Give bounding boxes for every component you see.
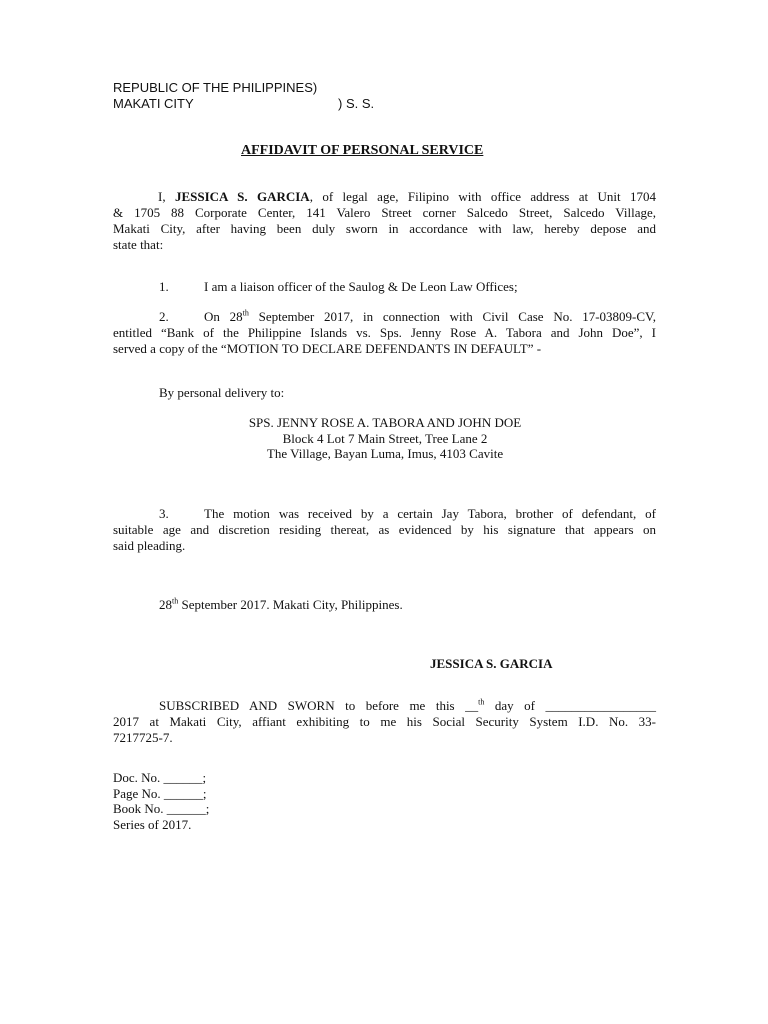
recipient-name: SPS. JENNY ROSE A. TABORA AND JOHN DOE bbox=[248, 415, 522, 430]
jurat-line-2: 2017 at Makati City, affiant exhibiting to me his Social Security System I.D. No. 33- bbox=[113, 714, 656, 729]
delivery-label: By personal delivery to: bbox=[159, 385, 285, 400]
item-3-line-3: said pleading. bbox=[113, 538, 186, 553]
document-title: AFFIDAVIT OF PERSONAL SERVICE bbox=[241, 143, 484, 158]
item-2-paragraph bbox=[113, 309, 656, 357]
execution-date-line: 28th September 2017. Makati City, Philippines. bbox=[159, 596, 403, 612]
item-1-number: 1. bbox=[159, 279, 169, 294]
intro-line-3: Makati City, after having been duly sworn in accordance with law, hereby depose and bbox=[113, 221, 656, 236]
jurat-paragraph bbox=[113, 698, 656, 746]
signatory-name: JESSICA S. GARCIA bbox=[430, 656, 553, 671]
jurat-line-1: SUBSCRIBED AND SWORN to before me this __$^{th}$ day of _________________ bbox=[159, 697, 656, 713]
intro-line-2: & 1705 88 Corporate Center, 141 Valero Street corner Salcedo Street, Salcedo Village, bbox=[113, 205, 656, 220]
item-2-line-3: served a copy of the “MOTION TO DECLARE DEFENDANTS IN DEFAULT” - bbox=[113, 341, 542, 356]
venue-city: MAKATI CITY bbox=[113, 96, 194, 111]
affiant-name: JESSICA S. GARCIA bbox=[174, 189, 310, 204]
notarial-series: Series of 2017. bbox=[113, 817, 192, 832]
item-1-text: I am a liaison officer of the Saulog & De Leon Law Offices; bbox=[204, 279, 518, 294]
intro-lead: I, bbox=[158, 189, 175, 204]
notarial-book-no: Book No. ______; bbox=[113, 801, 210, 816]
notarial-page-no: Page No. ______; bbox=[113, 786, 207, 801]
item-3-line-2: suitable age and discretion residing thereat, as evidenced by his signature that appears on bbox=[113, 522, 656, 537]
intro-line-1-rest: , of legal age, Filipino with office address at Unit 1704 bbox=[309, 189, 656, 204]
intro-line-1 bbox=[113, 189, 656, 205]
recipient-address-1: Block 4 Lot 7 Main Street, Tree Lane 2 bbox=[282, 431, 488, 446]
intro-paragraph bbox=[113, 189, 656, 253]
recipient-address-2: The Village, Bayan Luma, Imus, 4103 Cavite bbox=[266, 446, 504, 461]
item-2-number: 2. bbox=[159, 309, 169, 324]
item-3-line-1: 3. The motion was received by a certain Jay Tabora, brother of defendant, of bbox=[159, 506, 656, 521]
item-3-paragraph bbox=[113, 506, 656, 554]
notarial-doc-no: Doc. No. ______; bbox=[113, 770, 207, 785]
item-2-line-1: 2. On 28th September 2017, in connection with Civil Case No. 17-03809-CV, bbox=[159, 308, 657, 324]
venue-republic: REPUBLIC OF THE PHILIPPINES) bbox=[113, 80, 318, 95]
item-3-number: 3. bbox=[159, 506, 169, 521]
item-2-line-2: entitled “Bank of the Philippine Islands vs. Sps. Jenny Rose A. Tabora and John Doe”, I bbox=[113, 325, 656, 340]
jurat-line-3: 7217725-7. bbox=[113, 730, 173, 745]
intro-line-4: state that: bbox=[113, 237, 164, 252]
venue-ss: ) S. S. bbox=[338, 96, 375, 111]
